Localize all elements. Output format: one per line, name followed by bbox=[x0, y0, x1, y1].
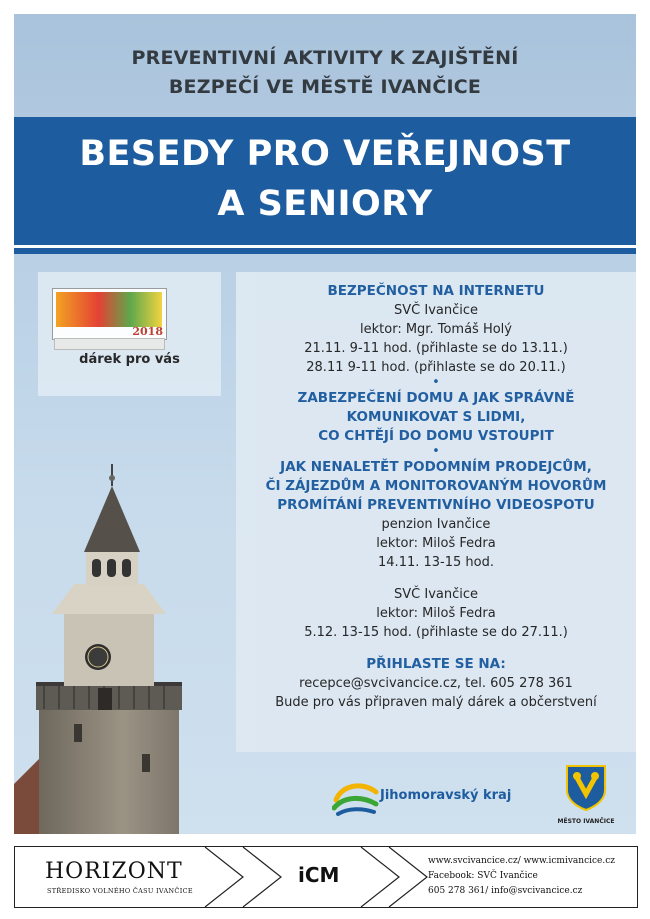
desk-calendar-image bbox=[52, 288, 165, 352]
event-1-venue: SVČ Ivančice bbox=[394, 303, 478, 318]
preheader-line-1: PREVENTIVNÍ AKTIVITY K ZAJIŠTĚNÍ bbox=[131, 47, 519, 69]
footer-phone-mail[interactable]: 605 278 361/ info@svcivancice.cz bbox=[428, 886, 583, 896]
main-title-line-1: BESEDY PRO VEŘEJNOST bbox=[79, 134, 571, 174]
event-3-date: 14.11. 13-15 hod. bbox=[378, 555, 494, 570]
horizont-subtitle: STŘEDISKO VOLNÉHO ČASU IVANČICE bbox=[47, 887, 193, 895]
footer-facebook: Facebook: SVČ Ivančice bbox=[428, 871, 538, 881]
bullet-separator: • bbox=[432, 444, 440, 459]
gift-panel bbox=[38, 272, 221, 396]
jihomoravsky-kraj-logo bbox=[332, 778, 532, 818]
event-4-date: 5.12. 13-15 hod. (přihlaste se do 27.11.) bbox=[304, 625, 568, 640]
register-note: Bude pro vás připraven malý dárek a občerstvení bbox=[275, 695, 597, 710]
event-3-title-line-2: ČI ZÁJEZDŮM A MONITOROVANÝM HOVORŮM bbox=[265, 478, 607, 494]
event-2-title-line-3: CO CHTĚJÍ DO DOMU VSTOUPIT bbox=[318, 428, 554, 444]
event-2-title-line-2: KOMUNIKOVAT S LIDMI, bbox=[346, 409, 526, 425]
events-panel bbox=[236, 272, 636, 752]
main-title-line-2: A SENIORY bbox=[217, 184, 433, 224]
preheader-title bbox=[14, 44, 636, 102]
title-banner bbox=[14, 117, 636, 248]
church-tower-image bbox=[14, 454, 236, 834]
event-1-lecturer: lektor: Mgr. Tomáš Holý bbox=[360, 322, 512, 337]
event-3-venue: penzion Ivančice bbox=[381, 517, 491, 532]
event-2-title-line-1: ZABEZPEČENÍ DOMU A JAK SPRÁVNĚ bbox=[297, 390, 575, 406]
region-emblem-icon bbox=[332, 778, 380, 818]
city-name: MĚSTO IVANČICE bbox=[557, 818, 615, 825]
main-title bbox=[14, 129, 636, 229]
event-1-date-2: 28.11 9-11 hod. (přihlaste se do 20.11.) bbox=[306, 360, 566, 375]
calendar-year: 2018 bbox=[132, 325, 163, 338]
footer-contact bbox=[428, 854, 615, 899]
city-ivancice-logo bbox=[556, 764, 616, 834]
event-1-date-1: 21.11. 9-11 hod. (přihlaste se do 13.11.) bbox=[304, 341, 568, 356]
city-coat-of-arms-icon bbox=[565, 764, 607, 812]
footer bbox=[14, 846, 638, 908]
event-3-title-line-3: PROMÍTÁNÍ PREVENTIVNÍHO VIDEOSPOTU bbox=[277, 497, 595, 513]
event-4-lecturer: lektor: Miloš Fedra bbox=[376, 606, 496, 621]
event-1-title: BEZPEČNOST NA INTERNETU bbox=[327, 283, 545, 299]
register-title: PŘIHLASTE SE NA: bbox=[366, 656, 506, 672]
bullet-separator: • bbox=[432, 375, 440, 390]
event-4-venue: SVČ Ivančice bbox=[394, 587, 478, 602]
gift-label: dárek pro vás bbox=[79, 352, 180, 367]
footer-web-link[interactable]: www.svcivancice.cz/ www.icmivancice.cz bbox=[428, 856, 616, 866]
register-contact: recepce@svcivancice.cz, tel. 605 278 361 bbox=[299, 676, 573, 691]
poster bbox=[14, 14, 636, 834]
horizont-logo: HORIZONT bbox=[45, 859, 183, 884]
event-3-title-line-1: JAK NENALETĚT PODOMNÍM PRODEJCŮM, bbox=[280, 459, 592, 475]
event-3-lecturer: lektor: Miloš Fedra bbox=[376, 536, 496, 551]
icm-logo: iCM bbox=[298, 863, 340, 887]
partner-logos bbox=[236, 754, 636, 834]
region-name: Jihomoravský kraj bbox=[380, 788, 512, 803]
preheader-line-2: BEZPEČÍ VE MĚSTĚ IVANČICE bbox=[168, 76, 482, 98]
